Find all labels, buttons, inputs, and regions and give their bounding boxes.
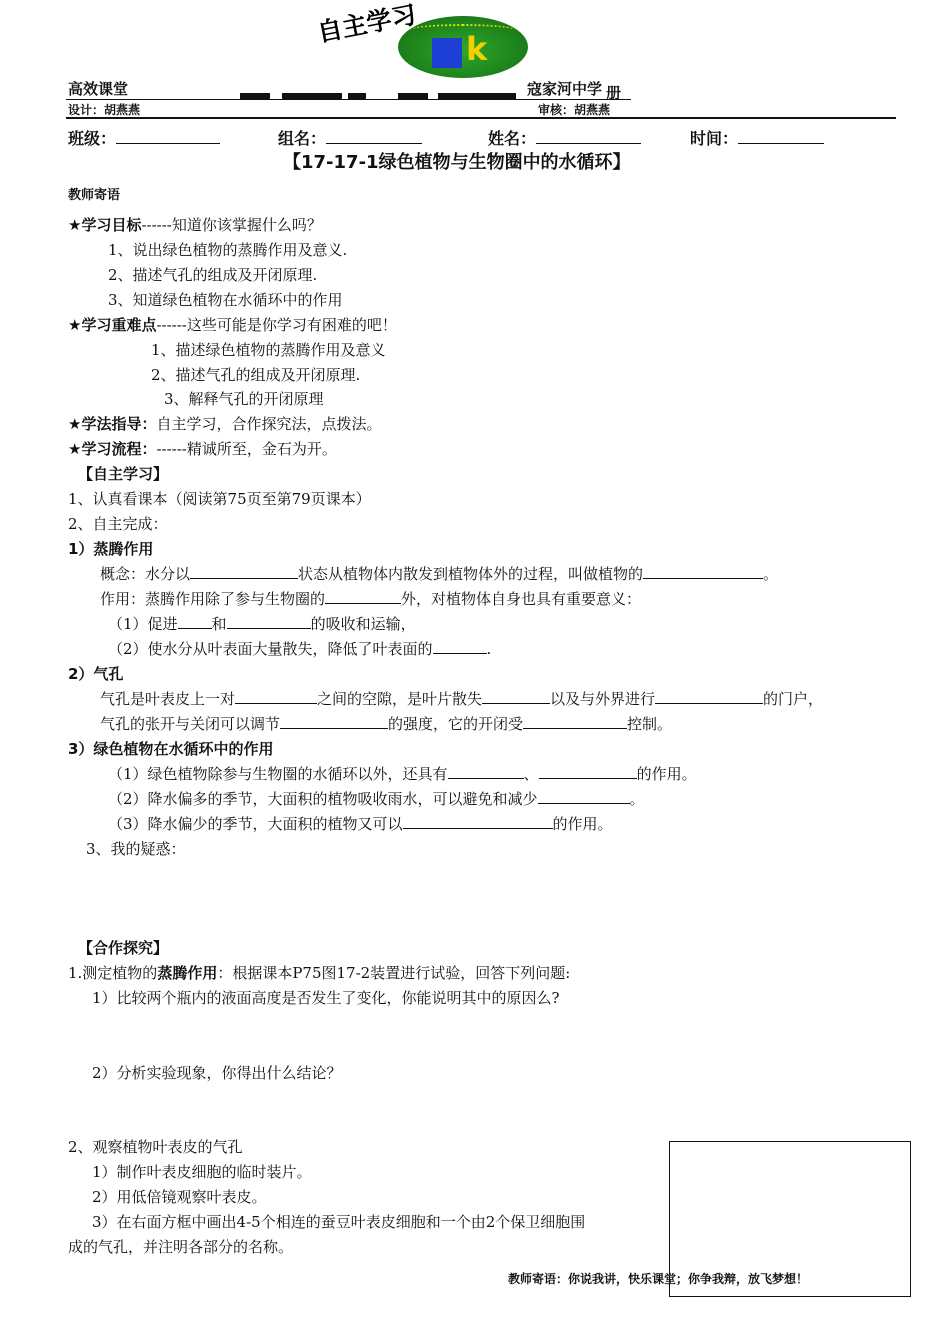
explore-q2-3-cont: 成的气孔，并注明各部分的名称。 [68, 1238, 294, 1256]
method-line [68, 413, 381, 434]
self-study-step2: 2、自主完成： [68, 515, 168, 533]
self-study-step1: 1、认真看课本（阅读第75页至第79页课本） [68, 490, 371, 508]
designer: 设计：胡燕燕 [68, 103, 141, 117]
stamp-title: 自主学习 [314, 0, 419, 48]
class-label: 班级： [68, 129, 117, 148]
text: 状态从植物体内散发到植物体外的过程，叫做植物的 [298, 565, 644, 583]
text: （2）使水分从叶表面大量散失，降低了叶表面的 [108, 640, 433, 658]
goal-item: 1、说出绿色植物的蒸腾作用及意义. [108, 241, 348, 259]
text: 作用：蒸腾作用除了参与生物圈的 [100, 590, 326, 608]
book-label: 册 [606, 84, 622, 102]
group-blank[interactable] [326, 129, 422, 144]
goal-item: 2、描述气孔的组成及开闭原理. [108, 266, 318, 284]
role-item-1 [108, 613, 416, 634]
group-field [278, 126, 422, 149]
name-label: 姓名： [488, 129, 537, 148]
explore-q2-1: 1）制作叶表皮细胞的临时装片。 [92, 1163, 312, 1181]
explore-q1-2: 2）分析实验现象，你得出什么结论？ [92, 1064, 342, 1082]
fill-blank[interactable] [227, 614, 311, 629]
text: 的吸收和运输， [310, 615, 416, 633]
text: 的门户， [763, 690, 824, 708]
water-cycle-item-1 [108, 763, 697, 784]
logo-letter: k [466, 30, 488, 68]
fill-blank[interactable] [482, 689, 550, 704]
difficulty-item: 3、解释气孔的开闭原理 [164, 390, 324, 408]
stomata-line-1 [100, 688, 823, 709]
explore-q1 [68, 962, 570, 983]
footer-motto: 教师寄语：你说我讲，快乐课堂；你争我辩，放飞梦想！ [508, 1272, 809, 1286]
teacher-words-label: 教师寄语 [68, 188, 121, 203]
explore-q1-1: 1）比较两个瓶内的液面高度是否发生了变化，你能说明其中的原因么? [92, 989, 560, 1007]
difficulty-item: 1、描述绿色植物的蒸腾作用及意义 [151, 341, 386, 359]
logo-square [432, 38, 462, 68]
explore-q2-3: 3）在右面方框中画出4-5个相连的蚕豆叶表皮细胞和一个由2个保卫细胞围 [92, 1213, 586, 1231]
text: 概念：水分以 [100, 565, 191, 583]
text: . [486, 640, 492, 658]
goal-item: 3、知道绿色植物在水循环中的作用 [108, 291, 343, 309]
group-label: 组名： [278, 129, 327, 148]
fill-blank[interactable] [433, 639, 487, 654]
text: 、 [523, 765, 539, 783]
text: 控制。 [627, 715, 673, 733]
stomata-heading: 2）气孔 [68, 665, 124, 683]
water-cycle-item-2 [108, 788, 645, 809]
explore-q2: 2、观察植物叶表皮的气孔 [68, 1138, 243, 1156]
page-title: 【17-17-1绿色植物与生物圈中的水循环】 [283, 152, 631, 173]
text: （1）绿色植物除参与生物圈的水循环以外，还具有 [108, 765, 448, 783]
difficulty-item: 2、描述气孔的组成及开闭原理. [151, 366, 361, 384]
text: 。 [763, 565, 779, 583]
fill-blank[interactable] [538, 789, 630, 804]
time-blank[interactable] [738, 129, 824, 144]
water-cycle-heading: 3）绿色植物在水循环中的作用 [68, 740, 274, 758]
logo-ring [410, 24, 515, 36]
doubt-prompt: 3、我的疑惑： [86, 840, 186, 858]
header-rule [66, 99, 631, 100]
role-line [100, 588, 641, 609]
text: 以及与外界进行 [550, 690, 656, 708]
self-study-heading: 【自主学习】 [78, 465, 169, 483]
flow-line [68, 438, 337, 459]
flow-heading: ★学习流程： [68, 440, 157, 458]
transpiration-heading: 1）蒸腾作用 [68, 540, 154, 558]
text: 气孔是叶表皮上一对 [100, 690, 236, 708]
fill-blank[interactable] [655, 689, 763, 704]
fill-blank[interactable] [539, 764, 637, 779]
class-field [68, 126, 220, 149]
difficulties-heading-suffix: ------这些可能是你学习有困难的吧！ [156, 316, 397, 334]
text: 1.测定植物的 [68, 964, 158, 982]
reviewer: 审核：胡燕燕 [538, 103, 611, 117]
text: 的强度，它的开闭受 [388, 715, 524, 733]
class-blank[interactable] [116, 129, 220, 144]
difficulties-heading-text: ★学习重难点 [68, 316, 157, 334]
text-bold: 蒸腾作用 [157, 964, 218, 982]
fill-blank[interactable] [280, 714, 388, 729]
method-text: 自主学习，合作探究法，点拨法。 [156, 415, 382, 433]
goals-heading [68, 214, 322, 235]
method-heading: ★学法指导： [68, 415, 157, 433]
fill-blank[interactable] [643, 564, 763, 579]
name-field [488, 126, 641, 149]
name-blank[interactable] [536, 129, 641, 144]
explore-heading: 【合作探究】 [78, 939, 169, 957]
role-item-2 [108, 638, 491, 659]
text: 和 [211, 615, 227, 633]
text: ：根据课本P75图17-2装置进行试验，回答下列问题: [217, 964, 571, 982]
flow-text: ------精诚所至，金石为开。 [156, 440, 337, 458]
text: 的作用。 [552, 815, 613, 833]
fill-blank[interactable] [190, 564, 298, 579]
header-rule-bottom [66, 117, 896, 119]
fill-blank[interactable] [178, 614, 212, 629]
fill-blank[interactable] [403, 814, 553, 829]
goals-heading-suffix: ------知道你该掌握什么吗？ [141, 216, 322, 234]
fill-blank[interactable] [235, 689, 317, 704]
explore-q2-2: 2）用低倍镜观察叶表皮。 [92, 1188, 267, 1206]
text: 外，对植物体自身也具有重要意义： [401, 590, 642, 608]
time-label: 时间： [690, 129, 739, 148]
school-name: 寇家河中学 [527, 80, 603, 98]
time-field [690, 126, 824, 149]
goals-heading-text: ★学习目标 [68, 216, 142, 234]
text: 之间的空隙，是叶片散失 [317, 690, 483, 708]
water-cycle-item-3 [108, 813, 613, 834]
fill-blank[interactable] [325, 589, 401, 604]
text: 。 [629, 790, 645, 808]
text: 气孔的张开与关闭可以调节 [100, 715, 281, 733]
fill-blank[interactable] [523, 714, 627, 729]
text: （2）降水偏多的季节，大面积的植物吸收雨水，可以避免和减少 [108, 790, 538, 808]
text: （1）促进 [108, 615, 178, 633]
difficulties-heading [68, 314, 397, 335]
text: 的作用。 [636, 765, 697, 783]
concept-line [100, 563, 778, 584]
fill-blank[interactable] [448, 764, 524, 779]
text: （3）降水偏少的季节，大面积的植物又可以 [108, 815, 403, 833]
header-left-title: 高效课堂 [68, 80, 129, 98]
stomata-line-2 [100, 713, 672, 734]
